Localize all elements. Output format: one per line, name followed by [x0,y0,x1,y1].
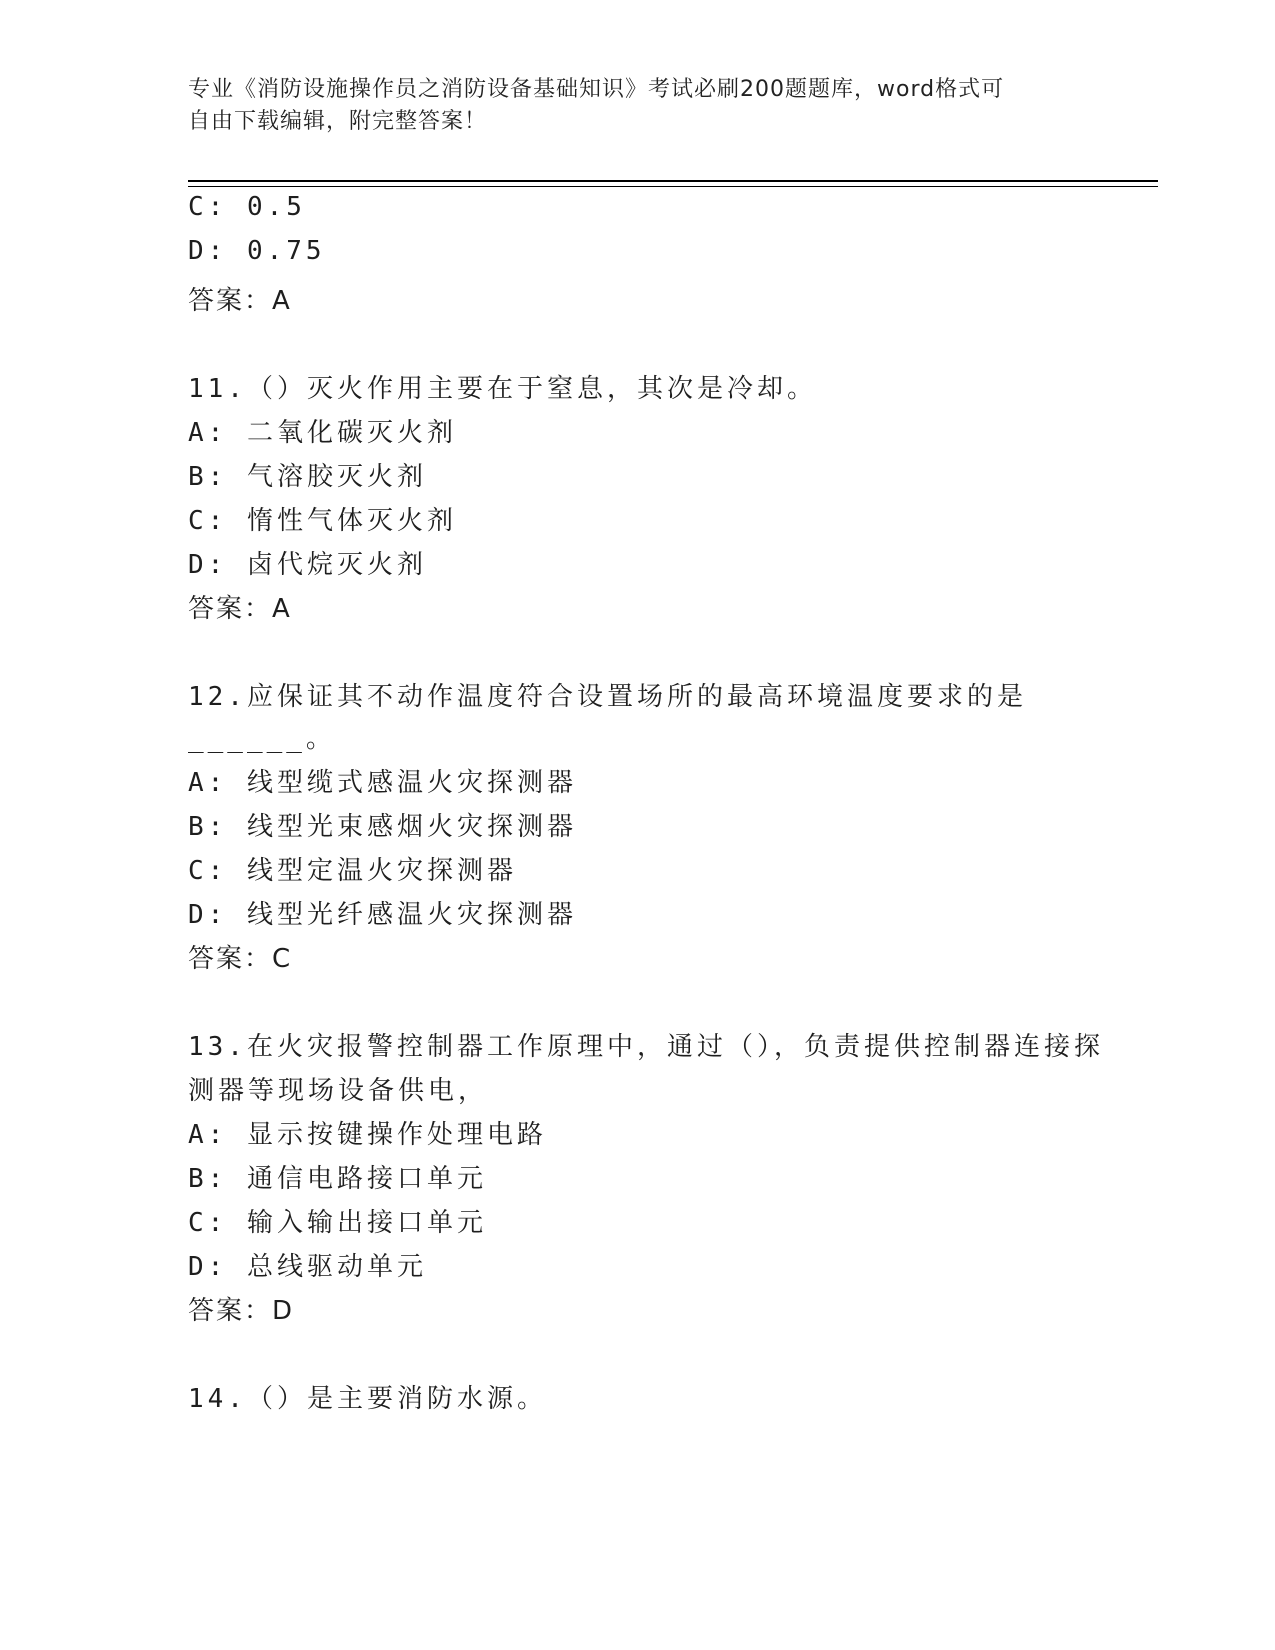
q11-stem: 11.（）灭火作用主要在于窒息，其次是冷却。 [188,374,817,404]
q11-option-b: B: 气溶胶灭火剂 [188,462,427,492]
q12-option-c: C: 线型定温火灾探测器 [188,856,517,886]
q12-option-b: B: 线型光束感烟火灾探测器 [188,812,577,842]
header-divider-thick [188,180,1158,182]
q10-option-d: D: 0.75 [188,236,326,266]
q13-stem-line-2: 测器等现场设备供电， [188,1076,489,1106]
q12-option-a: A: 线型缆式感温火灾探测器 [188,768,577,798]
q12-stem-line-2: ______。 [188,724,336,754]
q13-stem-line-1: 13.在火灾报警控制器工作原理中，通过（），负责提供控制器连接探 [188,1032,1104,1062]
document-header [188,74,1068,138]
q11-option-a: A: 二氧化碳灭火剂 [188,418,457,448]
q11-answer: 答案：A [188,594,292,624]
q13-answer: 答案：D [188,1296,295,1326]
q13-option-a: A: 显示按键操作处理电路 [188,1120,547,1150]
header-line-2: 自由下载编辑，附完整答案！ [188,109,488,134]
q10-answer: 答案：A [188,286,292,316]
header-line-1: 专业《消防设施操作员之消防设备基础知识》考试必刷200题题库，word格式可 [188,77,1005,102]
q13-option-b: B: 通信电路接口单元 [188,1164,487,1194]
q14-stem: 14.（）是主要消防水源。 [188,1384,547,1414]
q13-option-d: D: 总线驱动单元 [188,1252,427,1282]
q12-stem-line-1: 12.应保证其不动作温度符合设置场所的最高环境温度要求的是 [188,682,1027,712]
q13-option-c: C: 输入输出接口单元 [188,1208,487,1238]
q11-option-d: D: 卤代烷灭火剂 [188,550,427,580]
q12-answer: 答案：C [188,944,293,974]
q10-option-c: C: 0.5 [188,192,306,222]
header-divider-thin [188,186,1158,187]
q12-option-d: D: 线型光纤感温火灾探测器 [188,900,577,930]
q11-option-c: C: 惰性气体灭火剂 [188,506,457,536]
